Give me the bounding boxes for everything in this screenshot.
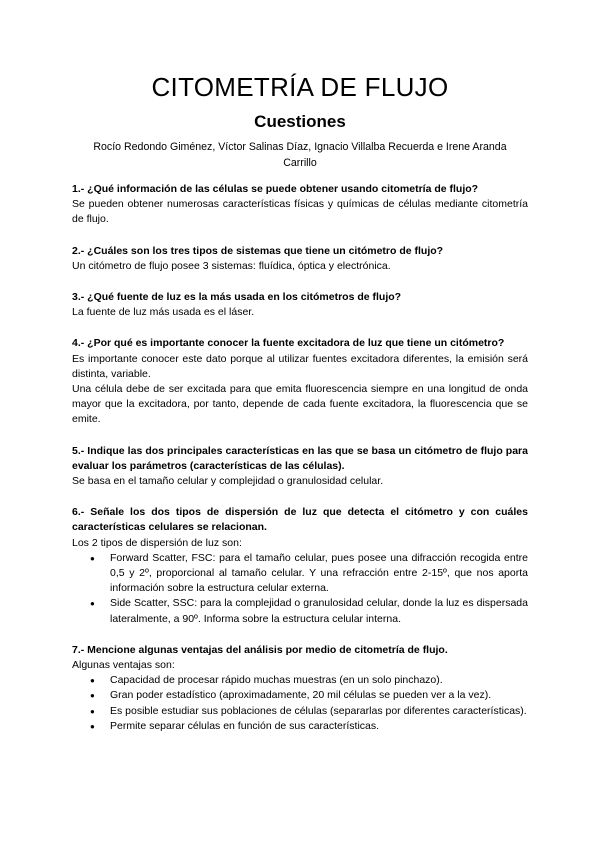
question-block-6 [72, 505, 528, 627]
question-block-1 [72, 182, 528, 228]
answer-6-list [72, 551, 528, 627]
answer-5: Se basa en el tamaño celular y complejidad o granulosidad celular. [72, 475, 384, 488]
answer-4-paragraph-1: Es importante conocer este dato porque al utilizar fuentes excitadora diferentes, la emisión será distinta, variable. [72, 352, 528, 380]
question-block-7 [72, 643, 528, 734]
questions-body [72, 182, 528, 734]
list-item: ● Gran poder estadístico (aproximadamente, 20 mil células se pueden ver a la vez). [110, 688, 528, 703]
answer-1: Se pueden obtener numerosas características físicas y químicas de células mediante citometría de flujo. [72, 198, 528, 226]
list-item: ● Capacidad de procesar rápido muchas muestras (en un solo pinchazo). [110, 673, 528, 688]
answer-6-intro: Los 2 tipos de dispersión de luz son: [72, 536, 242, 549]
question-block-3 [72, 290, 528, 320]
answer-4-paragraph-2: Una célula debe de ser excitada para que emita fluorescencia siempre en una longitud de onda mayor que la excitadora, por tanto, depende de cada fuente excitadora, la fluorescencia que se emite. [72, 383, 528, 426]
list-item: ● Side Scatter, SSC: para la complejidad o granulosidad celular, donde la luz es dispersada lateralmente, a 90º. Informa sobre la estructura celular interna. [110, 596, 528, 626]
list-item: ● Permite separar células en función de sus características. [110, 719, 528, 734]
question-block-4 [72, 336, 528, 427]
answer-7-intro: Algunas ventajas son: [72, 659, 175, 672]
question-block-5 [72, 444, 528, 490]
question-4: 4.- ¿Por qué es importante conocer la fuente excitadora de luz que tiene un citómetro? [72, 337, 505, 350]
answer-3: La fuente de luz más usada es el láser. [72, 306, 255, 319]
list-item: ● Es posible estudiar sus poblaciones de células (separarlas por diferentes características). [110, 704, 528, 719]
page-subtitle: Cuestiones [254, 112, 346, 131]
question-6: 6.- Señale los dos tipos de dispersión de luz que detecta el citómetro y con cuáles características celulares se relacionan. [72, 506, 528, 534]
answer-2: Un citómetro de flujo posee 3 sistemas: fluídica, óptica y electrónica. [72, 259, 391, 272]
question-7: 7.- Mencione algunas ventajas del análisis por medio de citometría de flujo. [72, 643, 448, 656]
page-title: CITOMETRÍA DE FLUJO [151, 72, 449, 102]
question-5: 5.- Indique las dos principales características en las que se basa un citómetro de flujo para evaluar los parámetros (características de las células). [72, 444, 528, 472]
authors-line: Rocío Redondo Giménez, Víctor Salinas Díaz, Ignacio Villalba Recuerda e Irene Aranda Carrillo [93, 141, 507, 169]
list-item: ● Forward Scatter, FSC: para el tamaño celular, pues posee una difracción recogida entre 0,5 y 2º, proporcional al tamaño celular. Y una refracción entre 2-15º, que nos aporta información sobre la estructura celular externa. [110, 551, 528, 597]
answer-7-list [72, 673, 528, 734]
question-2: 2.- ¿Cuáles son los tres tipos de sistemas que tiene un citómetro de flujo? [72, 244, 444, 257]
question-block-2 [72, 244, 528, 274]
question-3: 3.- ¿Qué fuente de luz es la más usada en los citómetros de flujo? [72, 291, 402, 304]
question-1: 1.- ¿Qué información de las células se puede obtener usando citometría de flujo? [72, 183, 479, 195]
